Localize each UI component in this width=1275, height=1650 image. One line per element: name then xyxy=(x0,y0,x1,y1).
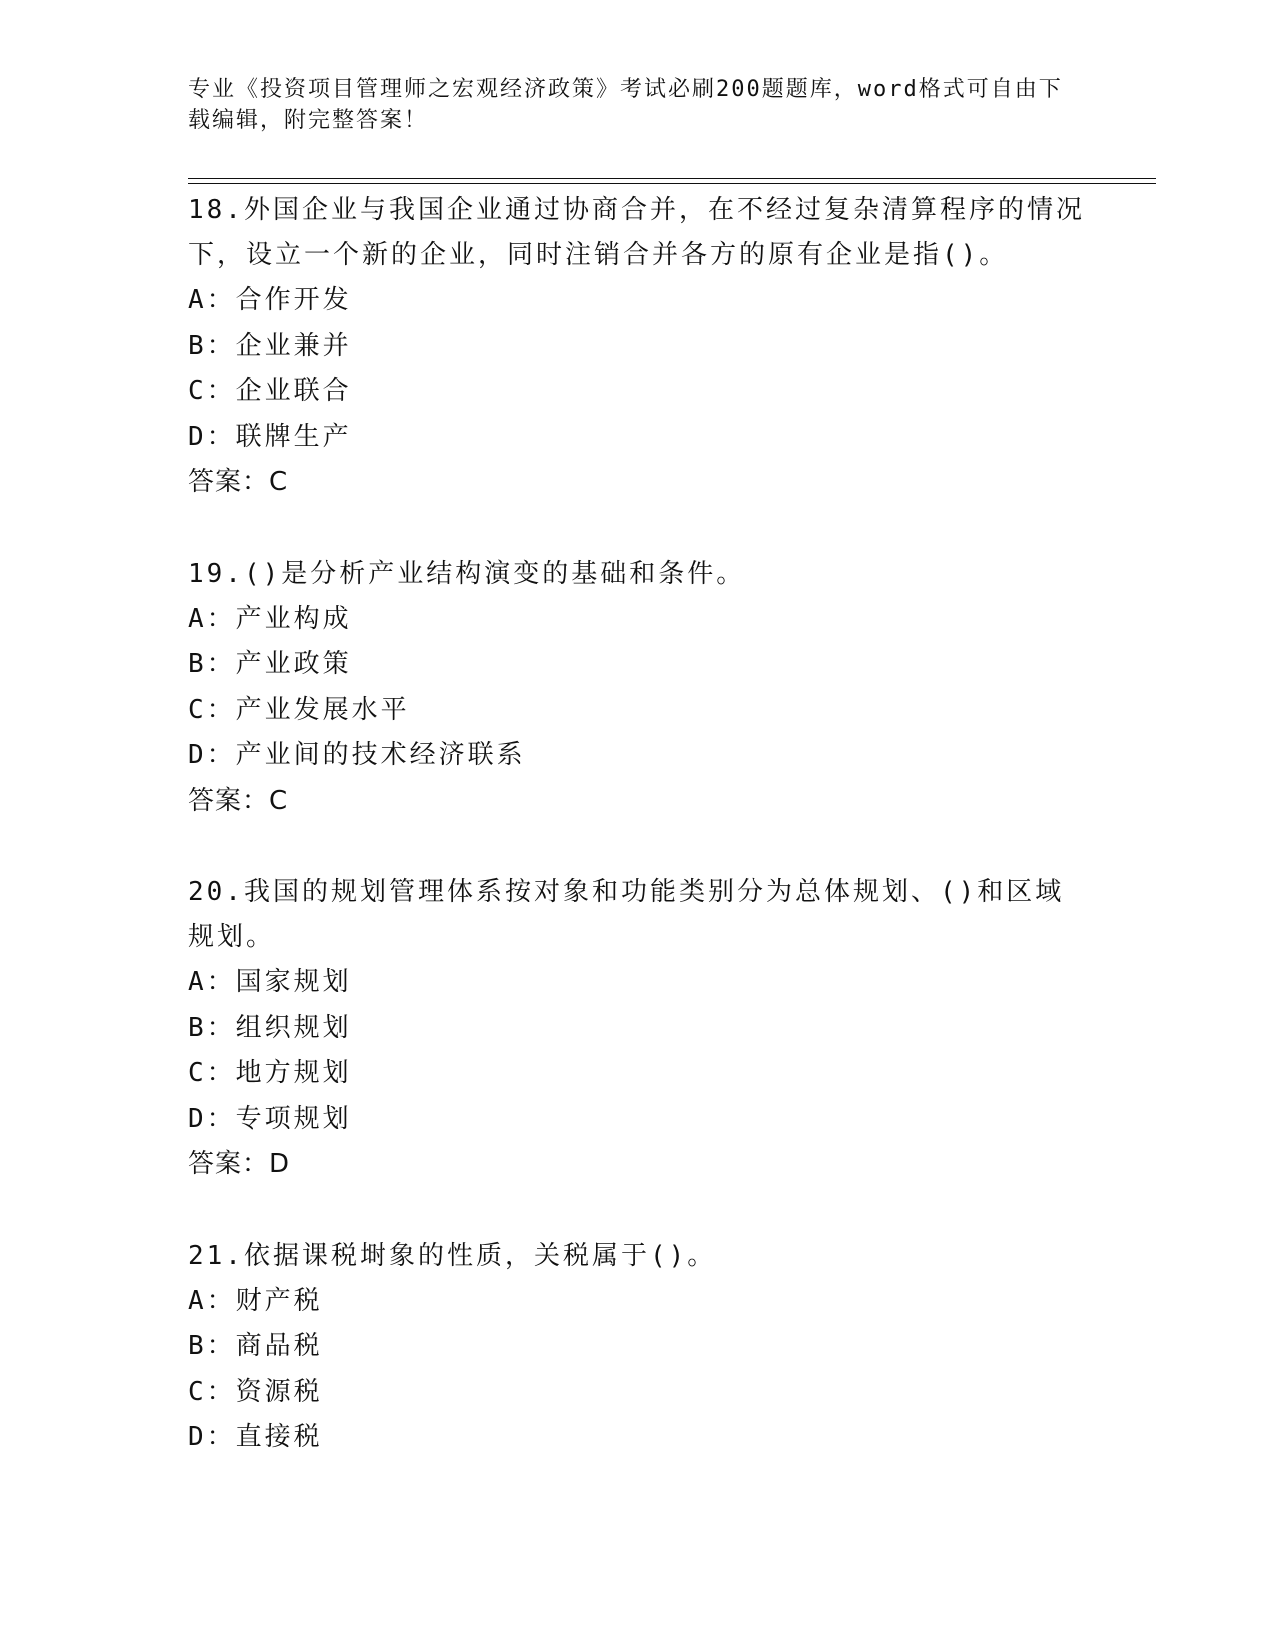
question-18 xyxy=(188,188,1088,506)
option-c: C：企业联合 xyxy=(188,376,352,406)
document-intro: 专业《投资项目管理师之宏观经济政策》考试必刷200题题库，word格式可自由下载编辑，附完整答案！ xyxy=(188,77,1063,133)
option-d: D：专项规划 xyxy=(188,1103,352,1134)
answer-line: 答案：D xyxy=(188,1149,291,1179)
question-20 xyxy=(188,870,1088,1188)
option-a: A：国家规划 xyxy=(188,967,352,997)
option-a: A：合作开发 xyxy=(188,285,352,315)
option-c: C：资源税 xyxy=(188,1376,323,1407)
option-b: B：组织规划 xyxy=(188,1012,352,1043)
question-21 xyxy=(188,1234,1088,1461)
answer-line: 答案：C xyxy=(188,467,289,497)
question-text: 21.依据课税埘象的性质，关税属于()。 xyxy=(188,1240,717,1271)
answer-line: 答案：C xyxy=(188,785,289,816)
question-19 xyxy=(188,552,1088,825)
question-text: 19.()是分析产业结构演变的基础和条件。 xyxy=(188,558,746,589)
option-b: B：商品税 xyxy=(188,1331,323,1361)
header-divider xyxy=(188,178,1156,184)
option-d: D：联牌生产 xyxy=(188,421,352,452)
option-d: D：直接税 xyxy=(188,1422,323,1452)
option-b: B：企业兼并 xyxy=(188,330,352,361)
option-b: B：产业政策 xyxy=(188,649,352,679)
question-text: 18.外国企业与我国企业通过协商合并，在不经过复杂清算程序的情况下，设立一个新的企业，同时注销合并各方的原有企业是指()。 xyxy=(188,195,1085,270)
question-text: 20.我国的规划管理体系按对象和功能类别分为总体规划、()和区域规划。 xyxy=(188,877,1065,952)
option-c: C：地方规划 xyxy=(188,1058,352,1088)
option-d: D：产业间的技术经济联系 xyxy=(188,740,526,770)
option-c: C：产业发展水平 xyxy=(188,694,410,725)
option-a: A：产业构成 xyxy=(188,603,352,634)
question-list xyxy=(188,188,1088,1507)
option-a: A：财产税 xyxy=(188,1285,323,1316)
